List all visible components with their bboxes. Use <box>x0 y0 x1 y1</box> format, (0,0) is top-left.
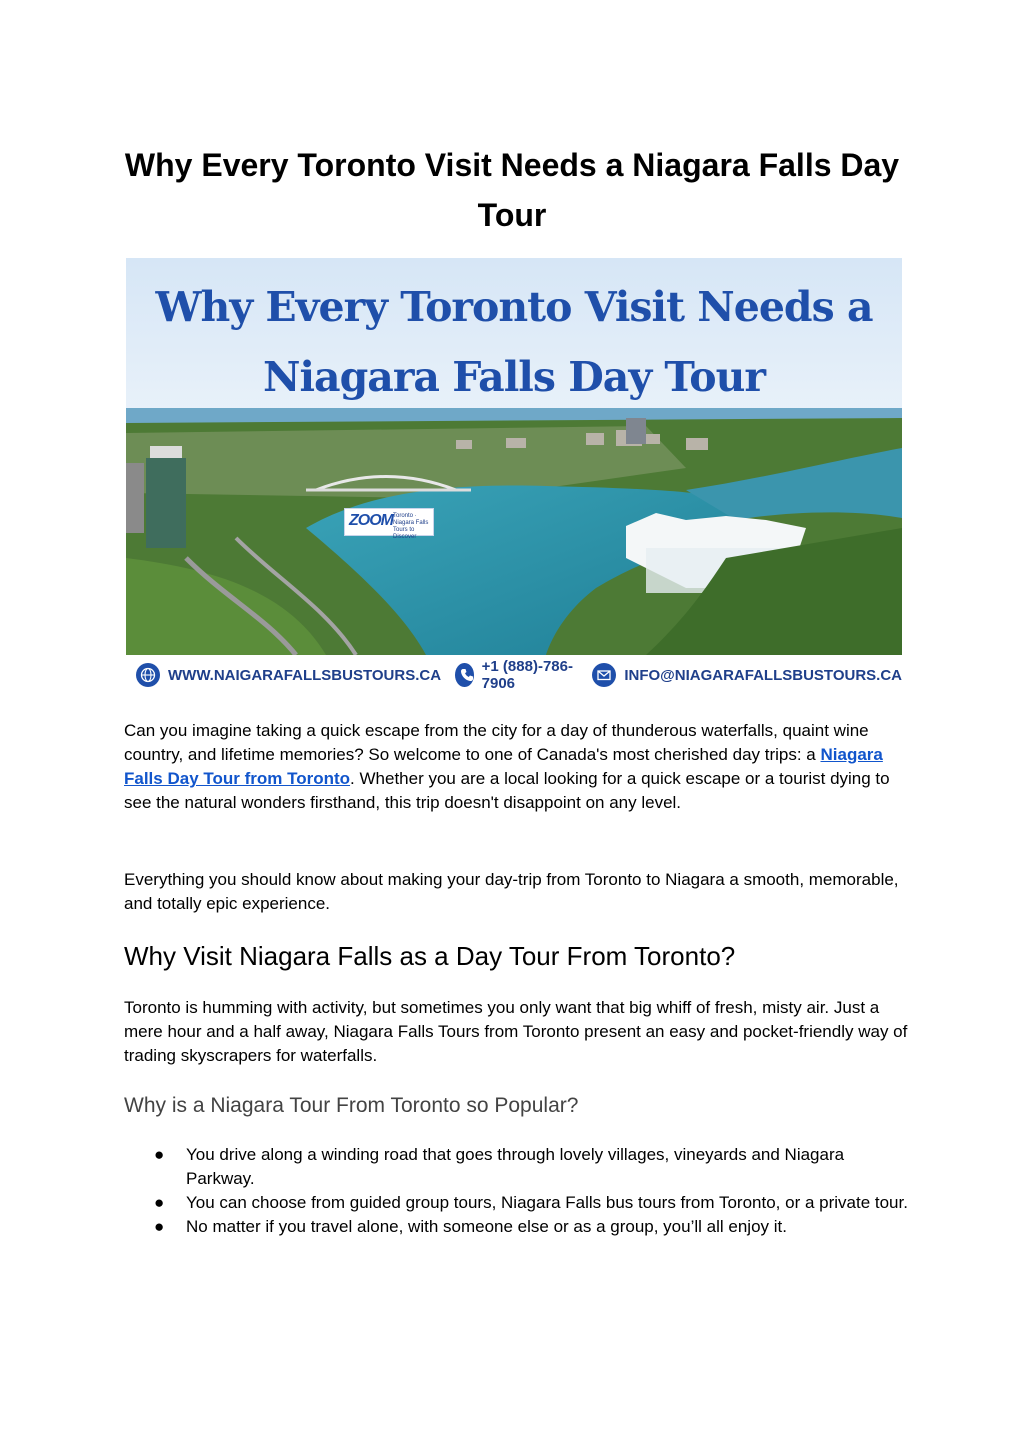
phone-item <box>455 658 578 692</box>
list-item-text: You can choose from guided group tours, Niagara Falls bus tours from Toronto, or a private tour. <box>186 1193 908 1212</box>
list-item <box>124 1191 914 1215</box>
email-item <box>592 663 902 687</box>
paragraph-toronto: Toronto is humming with activity, but sometimes you only want that big whiff of fresh, misty air. Just a mere hour and a half away, Niagara Falls Tours from Toronto present an easy and pocket-friendly way of trading skyscrapers for waterfalls. <box>124 998 908 1065</box>
logo-wordmark: ZOOM <box>349 512 393 529</box>
hero-image <box>126 258 902 695</box>
hero-headline-line-1: Why Every Toronto Visit Needs a <box>155 283 873 331</box>
day-tour-link[interactable]: Niagara Falls Day Tour from Toronto <box>124 745 883 788</box>
bullet-icon: ● <box>154 1145 165 1164</box>
paragraph-everything: Everything you should know about making your day-trip from Toronto to Niagara a smooth, memorable, and totally epic experience. <box>124 870 899 913</box>
email-text: INFO@NIAGARAFALLSBUSTOURS.CA <box>624 666 902 684</box>
list-item-text: You drive along a winding road that goes through lovely villages, vineyards and Niagara Parkway. <box>186 1145 845 1188</box>
bullet-list <box>124 1143 914 1239</box>
intro-text-before: Can you imagine taking a quick escape from the city for a day of thunderous waterfalls, quaint wine country, and lifetime memories? So welcome to one of Canada's most cherished day trips: a <box>124 721 869 764</box>
list-item <box>124 1143 914 1191</box>
mail-icon <box>592 663 616 687</box>
zoom-tours-logo <box>344 508 434 540</box>
section-heading: Why Visit Niagara Falls as a Day Tour From Toronto? <box>124 941 736 971</box>
hero-headline-line-2: Niagara Falls Day Tour <box>262 353 765 401</box>
logo-tagline: Toronto · Niagara Falls Tours to Discover <box>393 513 429 540</box>
bullet-icon: ● <box>154 1193 165 1212</box>
globe-icon <box>136 663 160 687</box>
document-title: Why Every Toronto Visit Needs a Niagara Falls Day Tour <box>124 147 900 233</box>
website-text: WWW.NAIGARAFALLSBUSTOURS.CA <box>168 666 442 684</box>
website-item <box>136 663 441 687</box>
list-item-text: No matter if you travel alone, with someone else or as a group, you’ll all enjoy it. <box>186 1217 787 1236</box>
list-item <box>124 1215 914 1239</box>
phone-icon <box>455 663 474 687</box>
intro-paragraph <box>124 719 914 815</box>
contact-bar <box>126 655 902 695</box>
phone-text: +1 (888)-786-7906 <box>481 658 573 692</box>
bullet-icon: ● <box>154 1217 165 1236</box>
intro-text-after: . Whether you are a local looking for a quick escape or a tourist dying to see the natural wonders firsthand, this trip doesn't disappoint on any level. <box>124 769 890 812</box>
subheading: Why is a Niagara Tour From Toronto so Popular? <box>124 1094 579 1117</box>
